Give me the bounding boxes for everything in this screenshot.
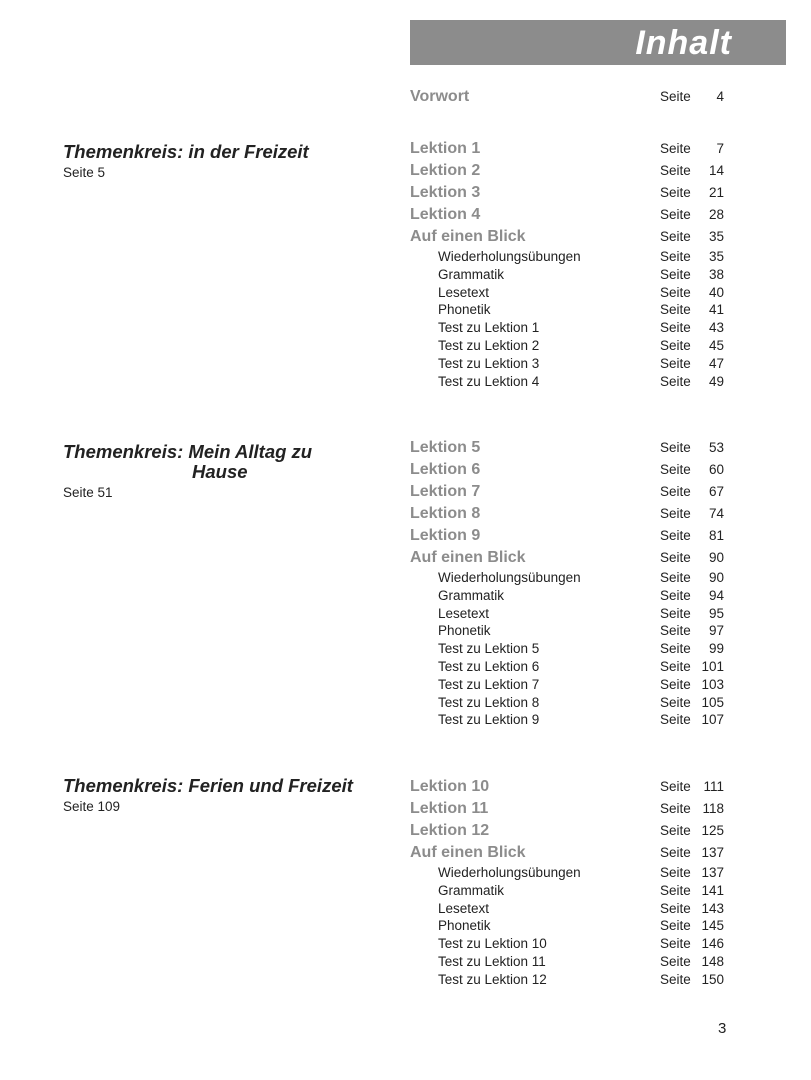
toc-label: Test zu Lektion 8 — [438, 694, 540, 710]
toc-row — [0, 337, 811, 355]
theme-title-line1: Themenkreis: Mein Alltag zu — [63, 441, 313, 462]
toc-row — [0, 284, 811, 302]
toc-seite: Seite — [660, 570, 691, 585]
toc-seite: Seite — [660, 823, 691, 838]
toc-row — [0, 459, 811, 481]
toc-row — [0, 971, 811, 989]
header-banner — [410, 20, 786, 65]
toc-page: 67 — [708, 484, 724, 499]
toc-page: 7 — [716, 141, 724, 156]
toc-label: Lektion 6 — [410, 461, 481, 478]
toc-row — [0, 820, 811, 842]
toc-seite: Seite — [660, 801, 691, 816]
toc-label: Test zu Lektion 1 — [438, 320, 540, 336]
toc-page: 38 — [708, 266, 724, 282]
toc-seite: Seite — [660, 207, 691, 222]
theme-page: Seite 51 — [63, 485, 113, 500]
toc-seite: Seite — [660, 587, 691, 603]
toc-seite: Seite — [660, 641, 691, 657]
toc-label: Lesetext — [438, 605, 490, 621]
toc-label: Test zu Lektion 3 — [438, 355, 540, 371]
toc-seite: Seite — [660, 528, 691, 543]
toc-page: 148 — [701, 953, 724, 969]
toc-label: Lektion 8 — [410, 505, 481, 522]
toc-page: 45 — [708, 337, 724, 353]
toc-page: 143 — [701, 900, 724, 916]
toc-page: 90 — [708, 570, 724, 585]
toc-seite: Seite — [660, 229, 691, 244]
toc-page: 81 — [708, 528, 724, 543]
toc-page: 49 — [708, 373, 724, 389]
toc-seite: Seite — [660, 550, 691, 565]
toc-row — [0, 605, 811, 623]
toc-row — [0, 798, 811, 820]
toc-page: 101 — [701, 658, 724, 674]
toc-list-2 — [0, 437, 811, 729]
toc-seite: Seite — [660, 676, 691, 692]
foreword-entry — [0, 86, 811, 108]
toc-label: Test zu Lektion 4 — [438, 373, 540, 389]
toc-page: 137 — [701, 865, 724, 880]
toc-label: Test zu Lektion 10 — [438, 936, 547, 952]
toc-list-1 — [0, 138, 811, 390]
page-title: Inhalt — [635, 24, 732, 62]
toc-label: Lektion 4 — [410, 206, 481, 223]
theme-page: Seite 109 — [63, 799, 121, 814]
toc-list-3 — [0, 776, 811, 989]
toc-label: Test zu Lektion 7 — [438, 676, 540, 692]
toc-page: 43 — [708, 320, 724, 336]
toc-seite: Seite — [660, 694, 691, 710]
toc-page: 28 — [708, 207, 724, 222]
toc-row — [0, 917, 811, 935]
toc-row — [0, 182, 811, 204]
toc-page: 95 — [708, 605, 724, 621]
toc-label: Test zu Lektion 12 — [438, 971, 547, 987]
toc-seite: Seite — [660, 141, 691, 156]
toc-page: 21 — [708, 185, 724, 200]
toc-label: Phonetik — [438, 918, 491, 934]
page-number: 3 — [718, 1020, 727, 1037]
toc-page: 99 — [708, 641, 724, 657]
toc-row — [0, 622, 811, 640]
toc-label: Auf einen Blick — [410, 844, 526, 861]
toc-label: Lektion 7 — [410, 483, 481, 500]
toc-label: Lektion 2 — [410, 162, 481, 179]
toc-row — [0, 373, 811, 391]
toc-page: 35 — [708, 249, 724, 264]
toc-page: 125 — [701, 823, 724, 838]
toc-row — [0, 935, 811, 953]
toc-row — [0, 138, 811, 160]
toc-row — [0, 711, 811, 729]
toc-row — [0, 587, 811, 605]
toc-label: Lektion 10 — [410, 778, 490, 795]
toc-page: 107 — [701, 712, 724, 728]
toc-row — [0, 900, 811, 918]
toc-seite: Seite — [660, 484, 691, 499]
toc-seite: Seite — [660, 845, 691, 860]
toc-label: Test zu Lektion 5 — [438, 641, 540, 657]
toc-page: 150 — [701, 971, 724, 987]
toc-page: 94 — [708, 587, 724, 603]
toc-seite: Seite — [660, 163, 691, 178]
toc-label: Grammatik — [438, 587, 505, 603]
toc-row — [0, 569, 811, 587]
toc-label: Lektion 11 — [410, 800, 489, 817]
toc-row — [0, 481, 811, 503]
toc-seite: Seite — [660, 249, 691, 264]
toc-seite: Seite — [660, 337, 691, 353]
toc-seite: Seite — [660, 918, 691, 934]
toc-label: Auf einen Blick — [410, 228, 526, 245]
toc-label: Test zu Lektion 9 — [438, 712, 540, 728]
toc-page: 137 — [701, 845, 724, 860]
toc-seite: Seite — [660, 882, 691, 898]
toc-seite: Seite — [660, 284, 691, 300]
toc-page: 60 — [708, 462, 724, 477]
toc-seite: Seite — [660, 605, 691, 621]
toc-page: 105 — [701, 694, 724, 710]
toc-row — [0, 266, 811, 284]
toc-seite: Seite — [660, 506, 691, 521]
toc-seite: Seite — [660, 865, 691, 880]
toc-page: 118 — [702, 801, 724, 816]
theme-title-line2: Hause — [192, 461, 248, 482]
toc-label: Lektion 1 — [410, 140, 481, 157]
toc-row — [0, 776, 811, 798]
toc-seite: Seite — [660, 462, 691, 477]
toc-label: Wiederholungsübungen — [438, 249, 581, 264]
toc-row — [0, 842, 811, 864]
toc-row — [0, 640, 811, 658]
toc-row — [0, 547, 811, 569]
toc-page: 4 — [716, 89, 724, 104]
toc-row — [0, 676, 811, 694]
toc-seite: Seite — [660, 779, 691, 794]
toc-page: 41 — [708, 302, 724, 318]
toc-label: Test zu Lektion 11 — [438, 953, 546, 969]
toc-row — [0, 953, 811, 971]
toc-row — [0, 503, 811, 525]
toc-page: 146 — [701, 936, 724, 952]
toc-label: Wiederholungsübungen — [438, 865, 581, 880]
toc-label: Phonetik — [438, 623, 491, 639]
toc-row — [0, 226, 811, 248]
toc-seite: Seite — [660, 712, 691, 728]
theme-title-line1: Themenkreis: Ferien und Freizeit — [63, 775, 353, 796]
toc-page: 145 — [701, 918, 724, 934]
toc-label: Grammatik — [438, 266, 505, 282]
toc-label: Test zu Lektion 2 — [438, 337, 540, 353]
toc-seite: Seite — [660, 185, 691, 200]
toc-row — [0, 301, 811, 319]
toc-label: Lektion 9 — [410, 527, 481, 544]
toc-label: Phonetik — [438, 302, 491, 318]
toc-row — [0, 355, 811, 373]
toc-seite: Seite — [660, 936, 691, 952]
toc-seite: Seite — [660, 266, 691, 282]
toc-row — [0, 319, 811, 337]
toc-page: 40 — [708, 284, 724, 300]
toc-seite: Seite — [660, 355, 691, 371]
toc-page: 74 — [708, 506, 724, 521]
toc-seite: Seite — [660, 623, 691, 639]
toc-seite: Seite — [660, 953, 691, 969]
toc-row — [0, 204, 811, 226]
toc-seite: Seite — [660, 658, 691, 674]
toc-label: Lesetext — [438, 900, 490, 916]
toc-label: Wiederholungsübungen — [438, 570, 581, 585]
toc-label: Lektion 3 — [410, 184, 481, 201]
toc-label: Test zu Lektion 6 — [438, 658, 540, 674]
toc-page: 141 — [701, 882, 724, 898]
toc-row — [0, 864, 811, 882]
theme-title-line1: Themenkreis: in der Freizeit — [63, 141, 309, 162]
toc-row — [0, 882, 811, 900]
toc-label: Lektion 5 — [410, 439, 481, 456]
toc-page: 14 — [708, 163, 724, 178]
toc-label: Grammatik — [438, 882, 505, 898]
toc-page: 53 — [708, 440, 724, 455]
toc-seite: Seite — [660, 440, 691, 455]
toc-seite: Seite — [660, 320, 691, 336]
toc-label: Vorwort — [410, 88, 470, 105]
toc-seite: Seite — [660, 373, 691, 389]
toc-row — [0, 86, 811, 108]
toc-label: Lesetext — [438, 284, 490, 300]
toc-row — [0, 658, 811, 676]
toc-seite: Seite — [660, 900, 691, 916]
toc-label: Auf einen Blick — [410, 549, 526, 566]
toc-page: 35 — [708, 229, 724, 244]
toc-page: 90 — [708, 550, 724, 565]
toc-page: 103 — [701, 676, 724, 692]
toc-row — [0, 248, 811, 266]
toc-seite: Seite — [660, 89, 691, 104]
toc-label: Lektion 12 — [410, 822, 490, 839]
toc-row — [0, 437, 811, 459]
toc-page: 97 — [708, 623, 724, 639]
toc-row — [0, 160, 811, 182]
theme-page: Seite 5 — [63, 165, 106, 180]
toc-row — [0, 694, 811, 712]
toc-page: 47 — [708, 355, 724, 371]
toc-page: 111 — [703, 779, 724, 794]
toc-row — [0, 525, 811, 547]
toc-seite: Seite — [660, 302, 691, 318]
toc-seite: Seite — [660, 971, 691, 987]
